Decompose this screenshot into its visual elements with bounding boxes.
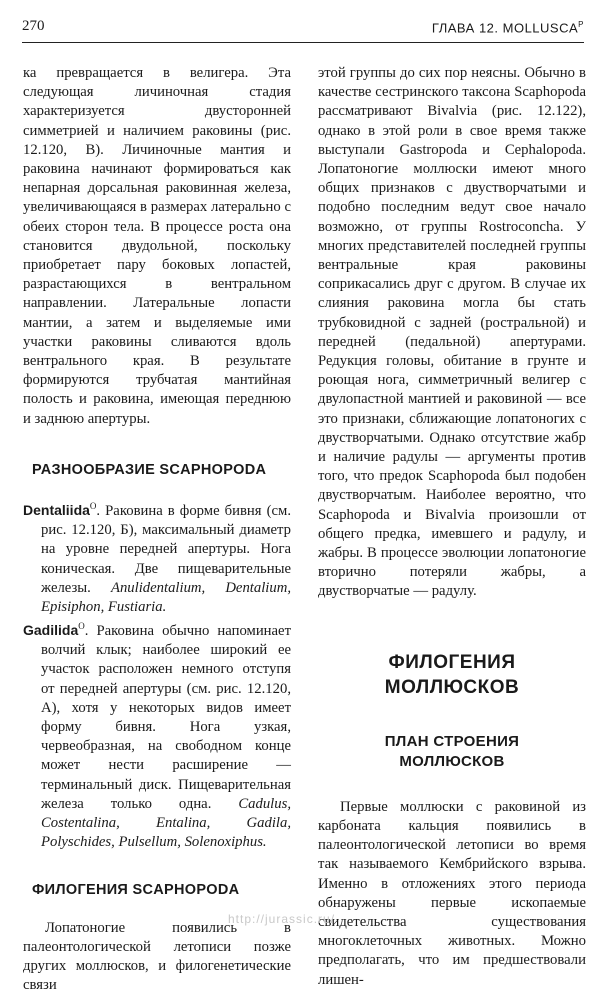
right-paragraph-1: этой группы до сих пор неясны. Обычно в качестве сестринского таксона Scaphopoda рассматривают Bivalvia (рис. 12.122), однако в этой роли в свое время также выступали Gastropoda и Cephalopoda. Лопатоногие моллюски имеют много общих признаков с двустворчатыми и подобно последним ведут свое начало возможно, от группы Rostroconcha. У многих представителей последней группы вентральные края раковины соприкасались друг с другом. В случае их слияния раковина могла бы стать трубковидной с задней (ростральной) и передней (педальной) апертурами. Редукция головы, обитание в грунте и роющая нога, симметричный велигер с двулопастной мантией и раковиной — все это признаки, сближающие лопатоногих с двустворчатыми. Однако отсутствие жабр и наличие радулы — аргументы против того, что предок Scaphopoda был подобен двустворчатым. Наиболее вероятно, что Scaphopoda и Bivalvia произошли от общего предка, имевшего и радулу, и жабры. В процессе эволюции лопатоногие вторично потеряли жабры, а двустворчатые — радулу.: [318, 65, 586, 600]
taxon-gadilida: [23, 617, 291, 852]
taxon-genera: Anulidentalium, Dentalium, Episiphon, Fustiaria.: [41, 579, 291, 615]
taxon-name: Gadilida: [23, 622, 79, 639]
running-title-sup: P: [578, 20, 584, 29]
sub-heading-line-2: МОЛЛЮСКОВ: [399, 752, 505, 770]
running-title-text: ГЛАВА 12. MOLLUSCA: [431, 20, 579, 36]
taxon-description: . Раковина обычно напоминает волчий клык; наиболее широкий ее участок расположен немного отступя от передней апертуры (см. рис. 12.120, А), хотя у некоторых видов имеет форму бивня. Нога узкая, червеобразная, на свободном конце может нести расширение — терминальный диск. Пищеварительная железа только одна.: [41, 623, 291, 812]
chapter-heading: [318, 650, 586, 700]
taxon-name: Dentaliida: [23, 501, 90, 518]
section-heading-diversity: РАЗНООБРАЗИЕ SCAPHOPODA: [32, 461, 267, 478]
running-title: [432, 20, 584, 35]
taxon-genera: Cadulus, Costentalina, Entalina, Gadila, Polyschides, Pulsellum, Solenoxiphus.: [41, 795, 291, 851]
watermark: http://jurassic.ru/: [228, 912, 336, 926]
sub-heading: [318, 732, 586, 772]
taxon-dentaliida: [23, 497, 291, 617]
right-paragraph-2: Первые моллюски с раковиной из карбоната кальция появились в палеонтологической летописи во время так называемого Кембрийского взрыва. Именно в отложениях этого периода обнаружены первые ископаемые свидетельства существования многоклеточных животных. Можно предполагать, что им предшествовали лишен-: [318, 798, 586, 988]
page-number: 270: [22, 18, 45, 34]
taxon-description: . Раковина в форме бивня (см. рис. 12.120, Б), максимальный диаметр на уровне передней апертуры. Нога коническая. Две пищеварительные железы.: [41, 502, 291, 596]
chapter-heading-line-1: ФИЛОГЕНИЯ: [388, 651, 516, 673]
right-column: [318, 64, 586, 990]
left-paragraph-2: Лопатоногие появились в палеонтологической летописи позже других моллюсков, и филогенетические связи: [23, 919, 291, 994]
taxon-rank-sup: O: [89, 501, 97, 512]
section-heading-phylogeny: ФИЛОГЕНИЯ SCAPHOPODA: [32, 881, 240, 898]
left-column: [23, 64, 291, 996]
chapter-heading-line-2: МОЛЛЮСКОВ: [384, 676, 520, 698]
sub-heading-line-1: ПЛАН СТРОЕНИЯ: [384, 732, 520, 750]
page-header: [22, 14, 584, 43]
taxon-rank-sup: O: [78, 621, 85, 632]
left-paragraph-1: ка превращается в велигера. Эта следующая личиночная стадия характеризуется двусторонней симметрией и наличием раковины (рис. 12.120, В). Личиночные мантия и раковина начинают формироваться как непарная дорсальная раковинная железа, увеличивающаяся в размерах латерально с обеих сторон тела. В процессе роста она становится двудольной, поскольку приобретает пару боковых лопастей, разрастающихся в вентральном направлении. Латеральные лопасти мантии, а затем и выделяемые ими участки раковины сливаются вдоль вентрального края. В результате формируются трубчатая мантийная полость и раковина, имеющая переднюю и заднюю апертуры.: [23, 65, 291, 427]
